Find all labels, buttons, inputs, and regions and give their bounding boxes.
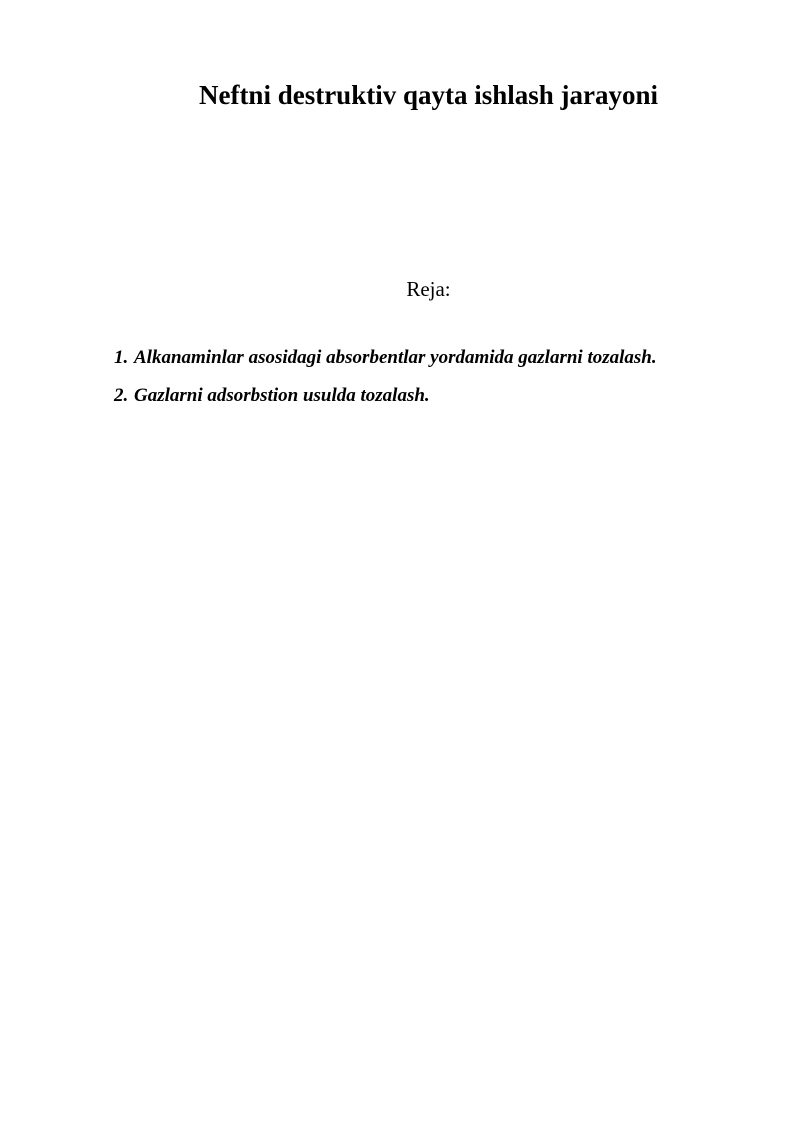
list-item-text: Gazlarni adsorbstion usulda tozalash.: [134, 385, 430, 406]
list-item-text: Alkanaminlar asosidagi absorbentlar yordamida gazlarni tozalash.: [134, 347, 657, 368]
list-item-number: 1.: [114, 347, 129, 368]
list-item-number: 2.: [114, 385, 129, 406]
plan-heading: Reja:: [406, 277, 451, 301]
list-item: [114, 383, 774, 409]
plan-list: [114, 345, 774, 421]
list-item: [114, 345, 774, 371]
page-title: Neftni destruktiv qayta ishlash jarayoni: [198, 80, 659, 110]
